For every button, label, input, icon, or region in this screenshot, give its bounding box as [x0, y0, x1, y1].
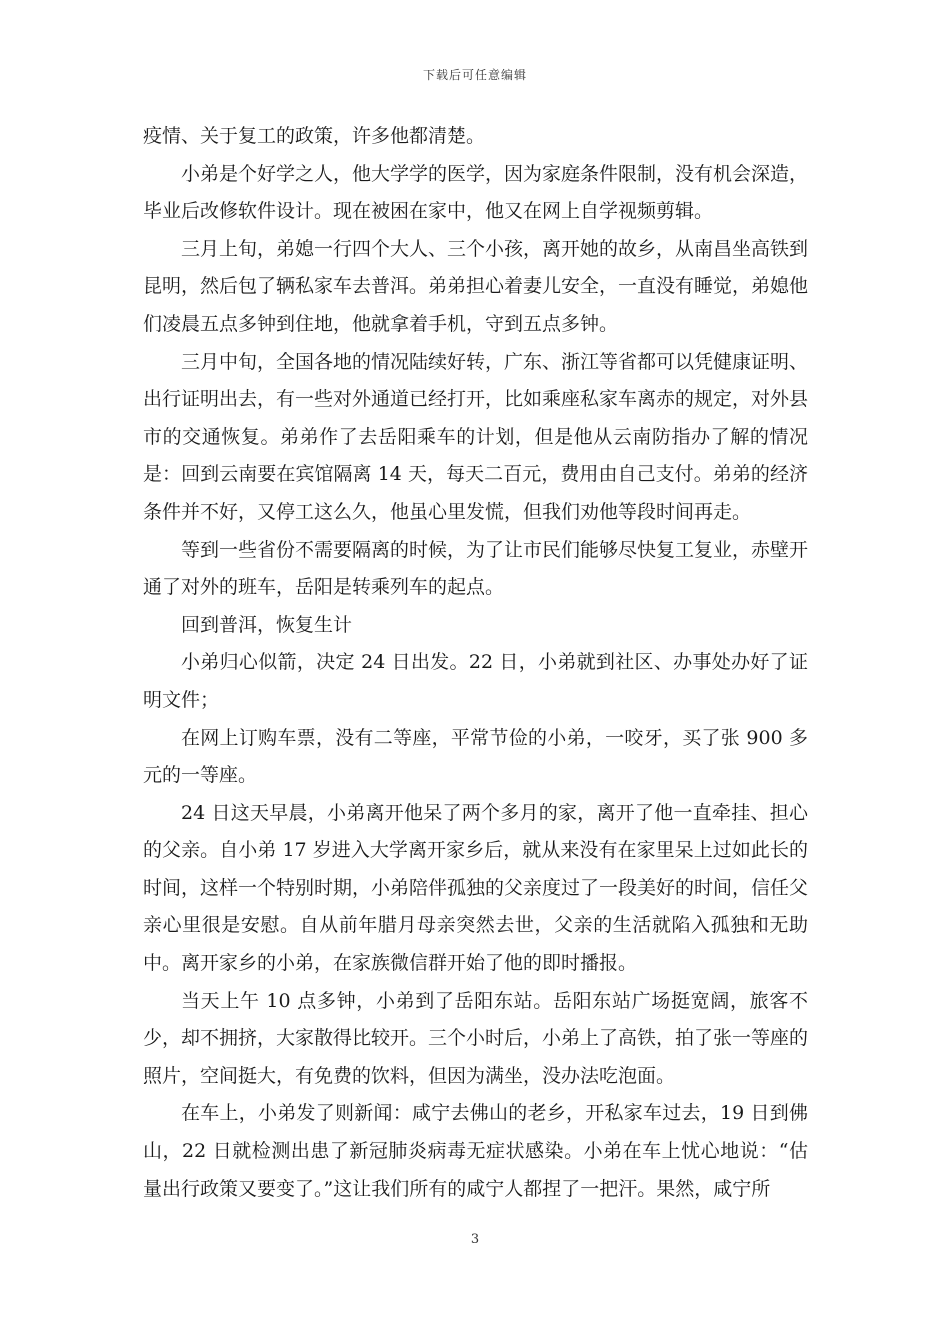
paragraph-3: 三月上旬，弟媳一行四个大人、三个小孩，离开她的故乡，从南昌坐高铁到昆明，然后包了辆私家车去普洱。弟弟担心着妻儿安全，一直没有睡觉，弟媳他们凌晨五点多钟到住地，他就拿着手机，守到五点多钟。: [143, 237, 809, 335]
paragraph-2: 小弟是个好学之人，他大学学的医学，因为家庭条件限制，没有机会深造，毕业后改修软件设计。现在被困在家中，他又在网上自学视频剪辑。: [143, 162, 809, 223]
paragraph-1: 疫情、关于复工的政策，许多他都清楚。: [143, 125, 486, 147]
section-heading: 回到普洱，恢复生计: [181, 613, 353, 636]
paragraph-7: 小弟归心似箭，决定 24 日出发。22 日，小弟就到社区、办事处办好了证明文件；: [143, 651, 808, 711]
page-number: 3: [470, 1232, 480, 1247]
paragraph-9: 24 日这天早晨，小弟离开他呆了两个多月的家，离开了他一直牵挂、担心的父亲。自小弟 17 岁进入大学离开家乡后，就从来没有在家里呆上过如此长的时间，这样一个特别时期，小弟陪伴孤独的父亲度过了一段美好的时间，信任父亲心里很是安慰。自从前年腊月母亲突然去世，父亲的生活就陷入孤独和无助中。离开家乡的小弟，在家族微信群开始了他的即时播报。: [143, 801, 809, 975]
paragraph-10: 当天上午 10 点多钟，小弟到了岳阳东站。岳阳东站广场挺宽阔，旅客不少，却不拥挤，大家散得比较开。三个小时后，小弟上了高铁，拍了张一等座的照片，空间挺大，有免费的饮料，但因为满坐，没办法吃泡面。: [143, 989, 809, 1087]
paragraph-4: 三月中旬，全国各地的情况陆续好转，广东、浙江等省都可以凭健康证明、出行证明出去，有一些对外通道已经打开，比如乘座私家车离赤的规定，对外县市的交通恢复。弟弟作了去岳阳乘车的计划，但是他从云南防指办了解的情况是：回到云南要在宾馆隔离 14 天，每天二百元，费用由自己支付。弟弟的经济条件并不好，又停工这么久，他虽心里发慌，但我们劝他等段时间再走。: [143, 350, 809, 523]
paragraph-5: 等到一些省份不需要隔离的时候，为了让市民们能够尽快复工复业，赤壁开通了对外的班车，岳阳是转乘列车的起点。: [143, 538, 809, 599]
page-header: 下载后可任意编辑: [422, 68, 527, 82]
paragraph-8: 在网上订购车票，没有二等座，平常节俭的小弟，一咬牙，买了张 900 多元的一等座。: [143, 726, 808, 787]
document-body: [143, 118, 808, 1208]
paragraph-11: 在车上，小弟发了则新闻：咸宁去佛山的老乡，开私家车过去，19 日到佛山，22 日就检测出患了新冠肺炎病毒无症状感染。小弟在车上忧心地说：“估量出行政策又要变了。”这让我们所有的咸宁人都捏了一把汗。果然，咸宁所: [143, 1102, 808, 1200]
